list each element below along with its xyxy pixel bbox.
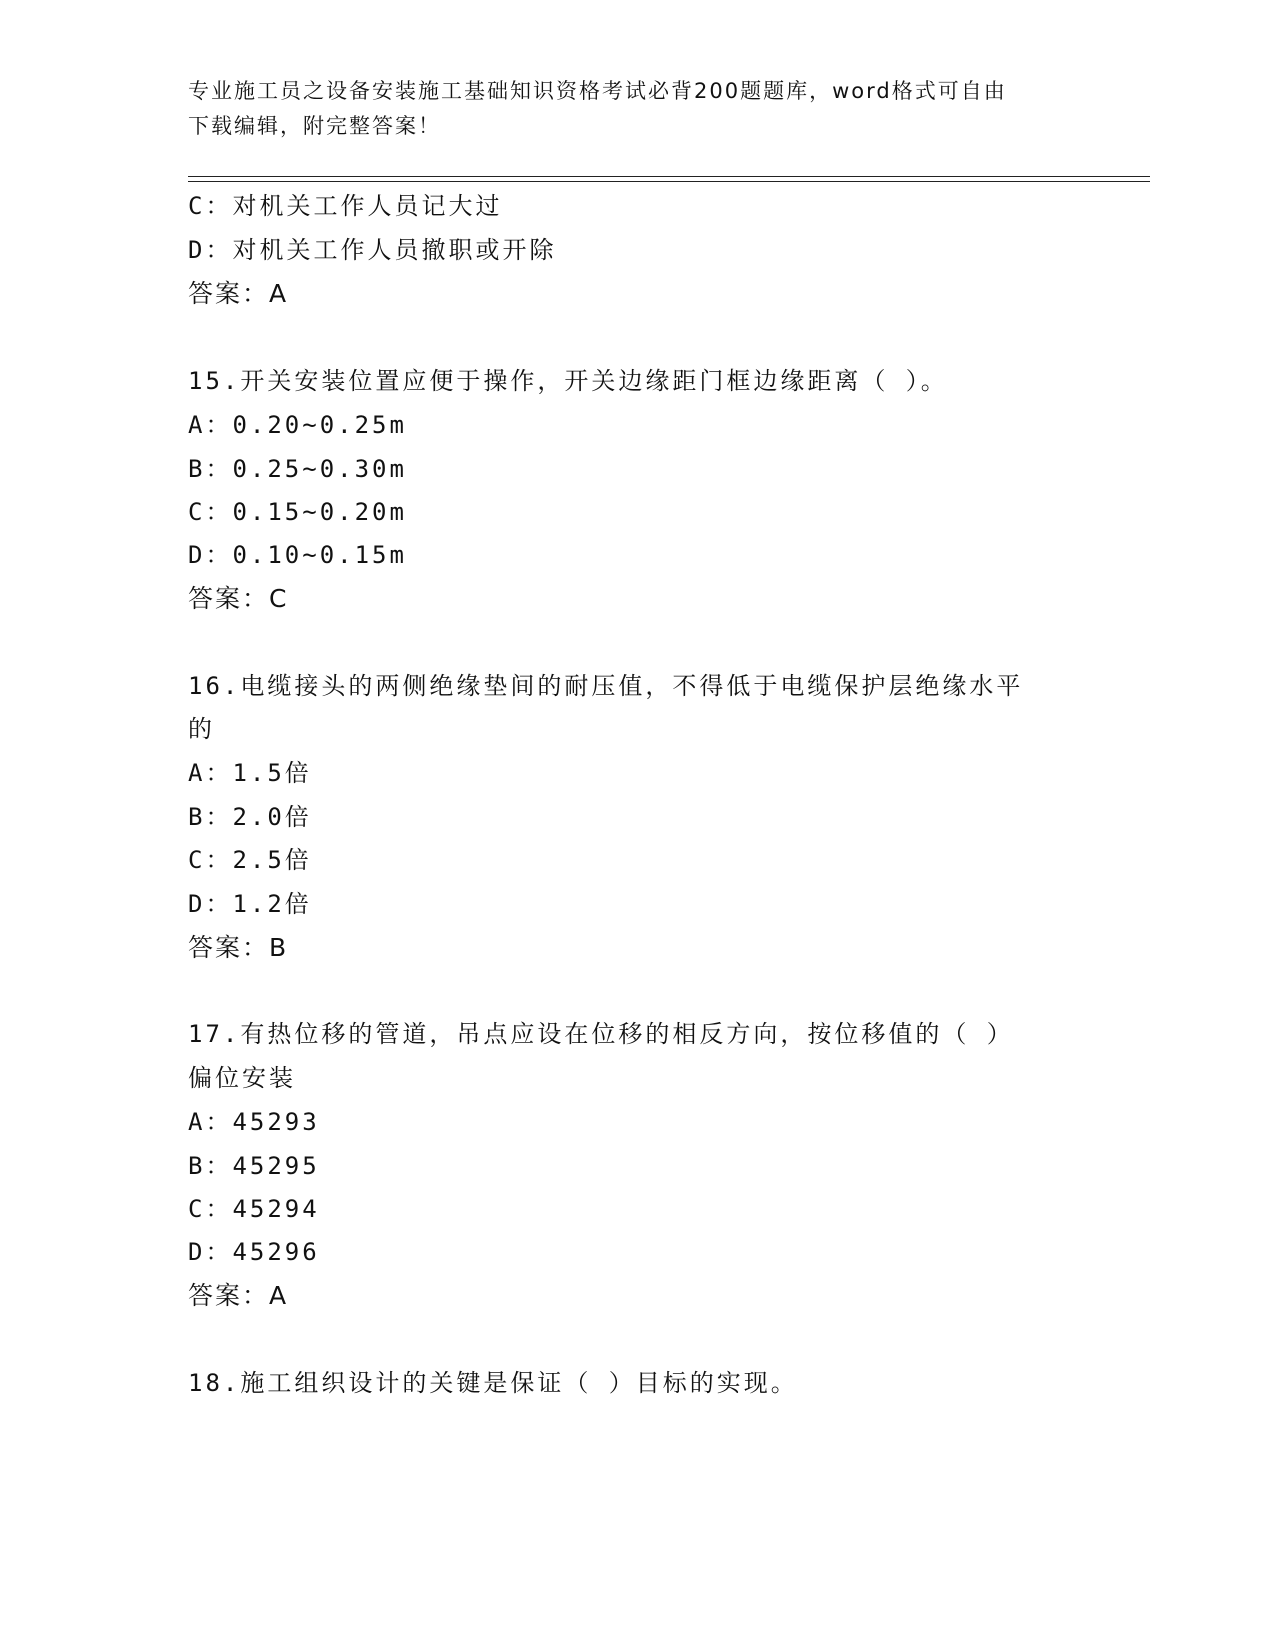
q18-question: 18.施工组织设计的关键是保证（ ）目标的实现。 [188,1369,798,1397]
q17-question-line-1: 17.有热位移的管道，吊点应设在位移的相反方向，按位移值的（ ） [188,1020,1014,1048]
q17-option-c: C：45294 [188,1195,320,1223]
q15-option-b: B：0.25~0.30m [188,455,407,483]
document-header [188,74,1088,144]
q17-option-b: B：45295 [188,1152,320,1180]
q17-option-a: A：45293 [188,1108,320,1136]
q16-question-line-1: 16.电缆接头的两侧绝缘垫间的耐压值，不得低于电缆保护层绝缘水平 [188,672,1024,700]
q16-question-line-2: 的 [188,715,215,743]
q15-question: 15.开关安装位置应便于操作，开关边缘距门框边缘距离（ ）。 [188,367,948,395]
q16-option-d: D：1.2倍 [188,890,312,918]
q14-option-d: D：对机关工作人员撤职或开除 [188,236,557,264]
q15-option-d: D：0.10~0.15m [188,541,407,569]
q14-option-c: C：对机关工作人员记大过 [188,192,503,220]
q15-option-c: C：0.15~0.20m [188,498,407,526]
q15-answer: 答案：C [188,584,289,613]
q17-answer: 答案：A [188,1281,289,1310]
header-divider-top [188,176,1150,177]
q15-option-a: A：0.20~0.25m [188,411,407,439]
q17-option-d: D：45296 [188,1238,320,1266]
q16-option-c: C：2.5倍 [188,846,312,874]
q16-option-b: B：2.0倍 [188,803,312,831]
q14-answer: 答案：A [188,279,289,308]
q16-answer: 答案：B [188,933,289,962]
q16-option-a: A：1.5倍 [188,759,312,787]
header-line-2: 下载编辑，附完整答案！ [188,114,441,138]
q17-question-line-2: 偏位安装 [188,1064,296,1092]
header-divider-bottom [188,181,1150,182]
header-line-1: 专业施工员之设备安装施工基础知识资格考试必背200题题库，word格式可自由 [188,79,1007,103]
